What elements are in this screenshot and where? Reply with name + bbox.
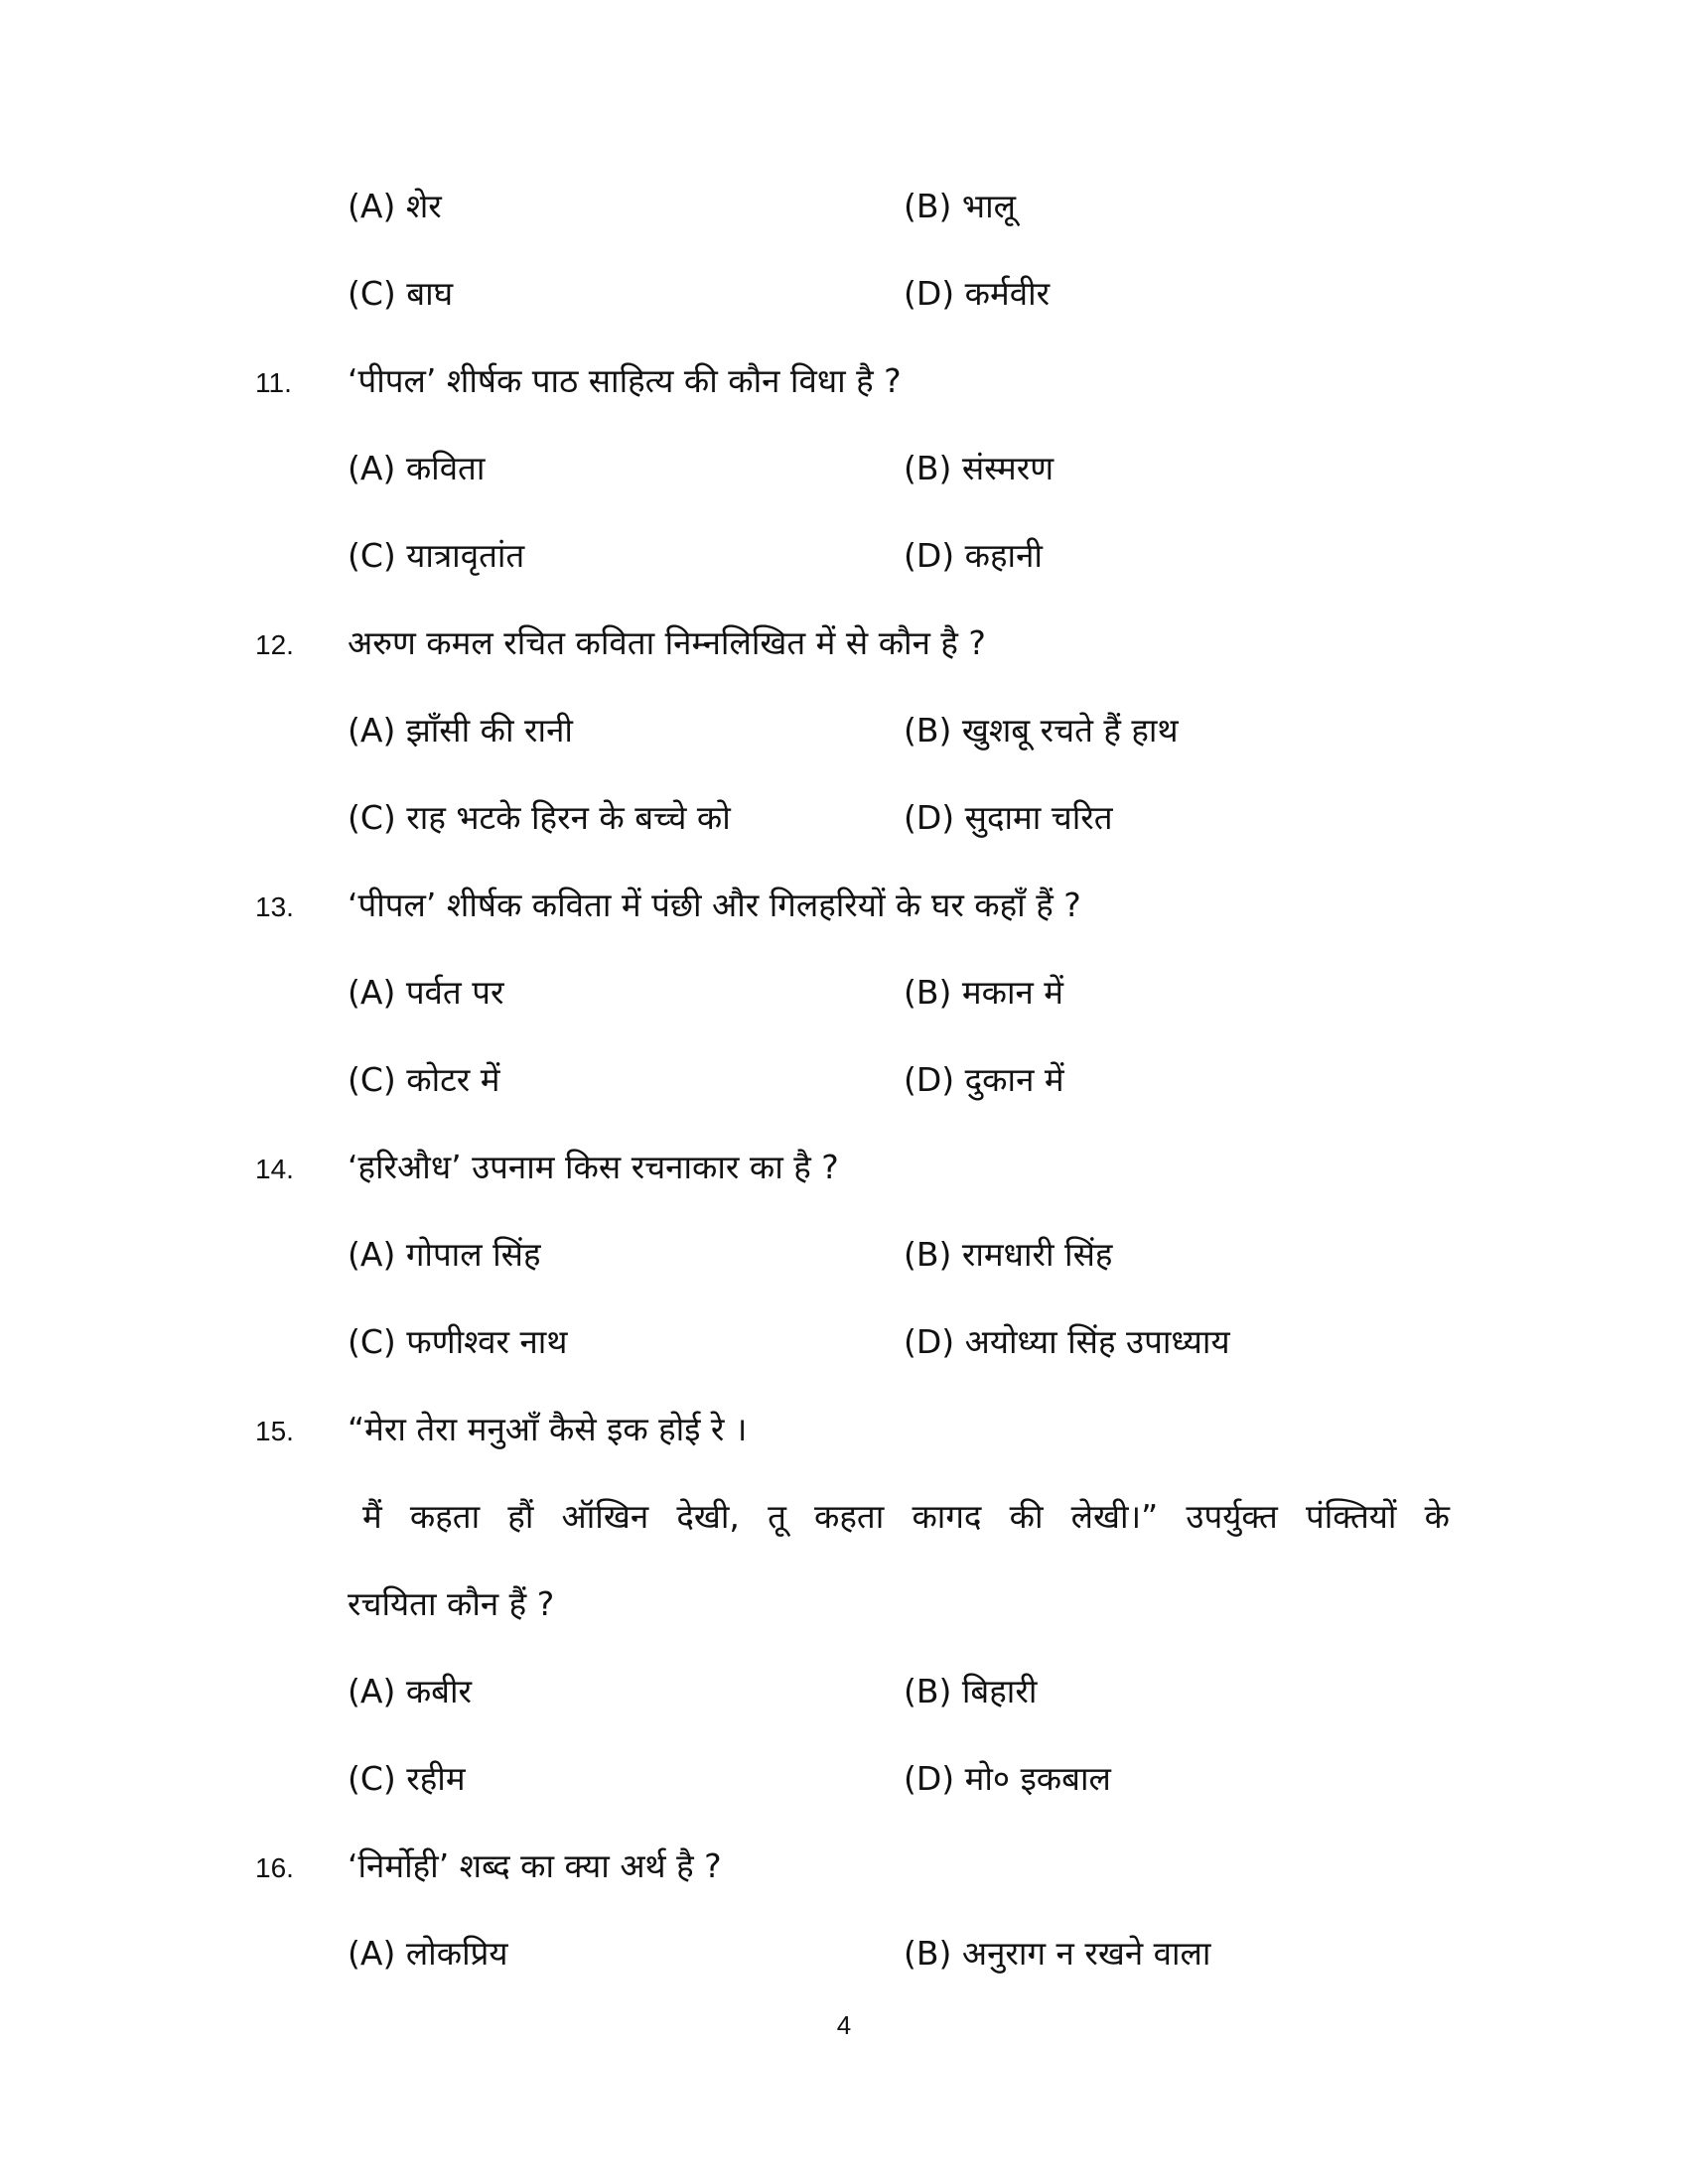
question-13-number: 13. — [255, 891, 294, 922]
page-number: 4 — [836, 2010, 852, 2040]
prev-option-b: (B) भालू — [904, 187, 1016, 225]
question-14-option-c: (C) फणीश्वर नाथ — [348, 1322, 568, 1361]
question-12-option-c: (C) राह भटके हिरन के बच्चे को — [348, 798, 731, 837]
question-11-option-b: (B) संस्मरण — [904, 449, 1055, 487]
prev-option-d: (D) कर्मवीर — [904, 274, 1051, 313]
question-15-text-line-1: “मेरा तेरा मनुआँ कैसे इक होई रे । — [348, 1410, 748, 1448]
question-15-number: 15. — [255, 1416, 294, 1446]
question-14-option-d: (D) अयोध्या सिंह उपाध्याय — [904, 1322, 1230, 1361]
question-11-text: ‘पीपल’ शीर्षक पाठ साहित्य की कौन विधा है ? — [348, 361, 902, 400]
question-15-option-c: (C) रहीम — [348, 1759, 466, 1798]
question-13-option-a: (A) पर्वत पर — [348, 973, 504, 1012]
question-14-text: ‘हरिऔध’ उपनाम किस रचनाकार का है ? — [348, 1148, 839, 1186]
question-12-option-a: (A) झाँसी की रानी — [348, 711, 573, 750]
question-13-option-b: (B) मकान में — [904, 973, 1064, 1012]
question-13-option-c: (C) कोटर में — [348, 1060, 500, 1099]
question-16-option-a: (A) लोकप्रिय — [348, 1934, 508, 1973]
prev-option-c: (C) बाघ — [348, 274, 454, 313]
question-12-option-d: (D) सुदामा चरित — [904, 798, 1113, 837]
question-15-option-d: (D) मो० इकबाल — [904, 1759, 1111, 1798]
question-13-text: ‘पीपल’ शीर्षक कविता में पंछी और गिलहरियों के घर कहाँ हैं ? — [348, 886, 1081, 924]
question-12-option-b: (B) खुशबू रचते हैं हाथ — [904, 711, 1179, 750]
question-12-number: 12. — [255, 629, 294, 660]
question-11-number: 11. — [255, 367, 292, 398]
question-14-number: 14. — [255, 1154, 294, 1184]
question-15-option-b: (B) बिहारी — [904, 1672, 1038, 1710]
question-15-option-a: (A) कबीर — [348, 1672, 473, 1710]
question-16-option-b: (B) अनुराग न रखने वाला — [904, 1934, 1211, 1973]
question-15-text-line-3: रचयिता कौन हैं ? — [348, 1584, 555, 1623]
question-11-option-a: (A) कविता — [348, 449, 486, 487]
question-13-option-d: (D) दुकान में — [904, 1060, 1064, 1099]
question-16-number: 16. — [255, 1852, 294, 1883]
question-12-text: अरुण कमल रचित कविता निम्नलिखित में से कौन है ? — [348, 623, 986, 662]
question-11-option-c: (C) यात्रावृतांत — [348, 536, 525, 575]
prev-option-a: (A) शेर — [348, 187, 442, 225]
question-11-option-d: (D) कहानी — [904, 536, 1043, 575]
question-14-option-b: (B) रामधारी सिंह — [904, 1235, 1113, 1274]
question-15-text-line-2: मैं कहता हौं ऑखिन देखी, तू कहता कागद की लेखी।” उपर्युक्त पंक्तियों के — [362, 1497, 1450, 1536]
question-14-option-a: (A) गोपाल सिंह — [348, 1235, 541, 1274]
question-16-text: ‘निर्मोही’ शब्द का क्या अर्थ है ? — [348, 1846, 722, 1885]
